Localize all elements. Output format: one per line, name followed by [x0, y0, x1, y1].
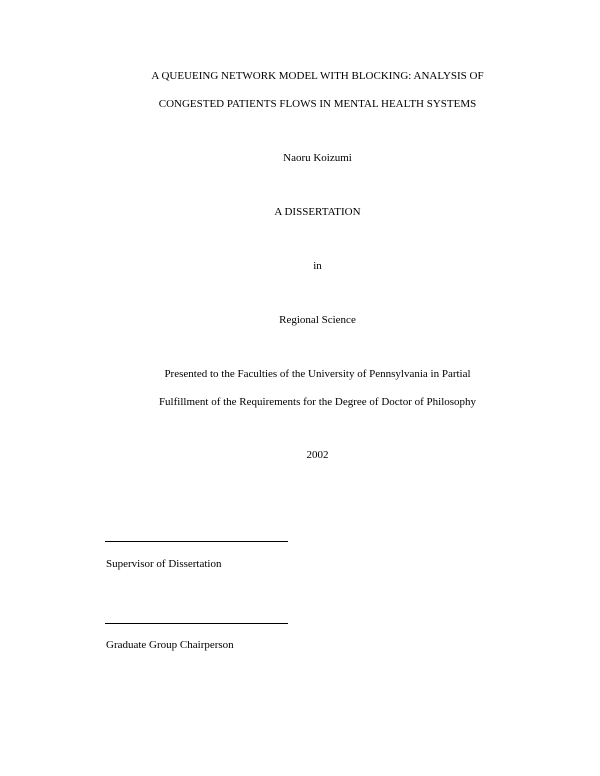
presented-line-1: Presented to the Faculties of the University of Pennsylvania in Partial — [164, 368, 471, 380]
chairperson-signature-line — [105, 623, 288, 624]
author-name: Naoru Koizumi — [283, 152, 352, 164]
supervisor-signature-line — [105, 541, 288, 542]
chairperson-signature-label: Graduate Group Chairperson — [106, 639, 234, 651]
title-line-1: A QUEUEING NETWORK MODEL WITH BLOCKING: ANALYSIS OF — [151, 70, 484, 82]
connector-text: in — [313, 260, 322, 272]
presented-line-2: Fulfillment of the Requirements for the Degree of Doctor of Philosophy — [158, 396, 477, 408]
document-type: A DISSERTATION — [274, 206, 361, 218]
year: 2002 — [306, 449, 329, 461]
title-line-2: CONGESTED PATIENTS FLOWS IN MENTAL HEALTH SYSTEMS — [158, 98, 477, 110]
supervisor-signature-label: Supervisor of Dissertation — [106, 558, 222, 570]
field-of-study: Regional Science — [279, 314, 356, 326]
